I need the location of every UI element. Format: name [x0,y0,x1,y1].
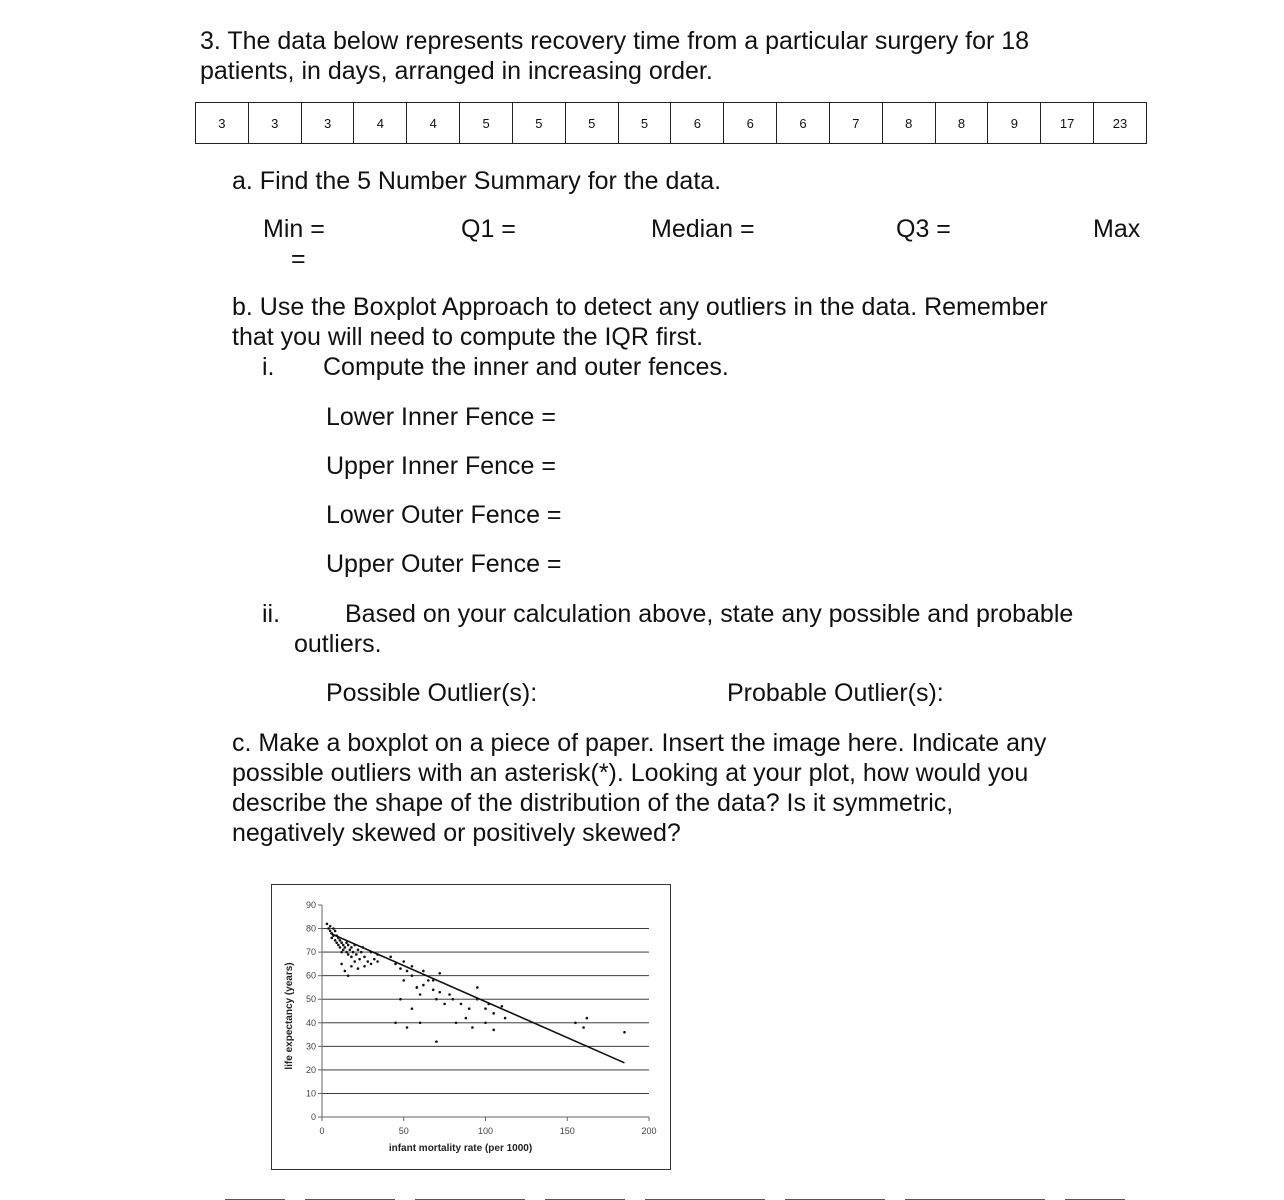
x-tick-label: 150 [559,1126,575,1136]
data-point [406,1026,409,1029]
data-point [411,974,414,977]
data-point [370,963,373,966]
data-cell: 5 [512,103,565,144]
y-tick-label: 20 [305,1064,316,1075]
part-c-line-2: possible outliers with an asterisk(*). Looking at your plot, how would you [232,759,1029,787]
data-point [339,946,342,949]
data-point [422,970,425,973]
data-cell: 23 [1094,103,1147,144]
data-point [438,972,441,975]
question-line-1: 3. The data below represents recovery time from a particular surgery for 18 [200,27,1030,55]
data-cell: 3 [248,103,301,144]
data-point [492,1012,495,1015]
data-point [504,1017,507,1020]
data-point [623,1031,626,1034]
chart-gridlines [318,905,649,1121]
data-point [406,970,409,973]
data-cell: 7 [829,103,882,144]
data-cell: 6 [671,103,724,144]
data-point [394,1021,397,1024]
min-label: Min = [263,215,325,243]
data-point [357,967,360,970]
y-tick-label: 60 [305,970,316,981]
data-point [344,970,347,973]
data-point [452,998,455,1001]
data-point [332,927,335,930]
data-cell: 5 [565,103,618,144]
data-point [352,951,355,954]
data-cell: 4 [407,103,460,144]
data-point [399,998,402,1001]
data-cell: 17 [1041,103,1094,144]
data-point [501,1005,504,1008]
data-point [342,944,345,947]
max-label: Max [1093,215,1141,243]
y-axis-label: life expectancy (years) [284,962,295,1070]
data-cell: 8 [935,103,988,144]
data-point [427,979,430,982]
scatter-chart-frame [271,884,671,1170]
x-tick-label: 200 [641,1126,657,1136]
data-point [347,944,350,947]
data-point [337,944,340,947]
y-tick-label: 40 [305,1017,316,1028]
data-point [448,993,451,996]
data-cell: 4 [354,103,407,144]
probable-outliers-label: Probable Outlier(s): [727,679,944,707]
data-point [435,998,438,1001]
y-tick-label: 0 [310,1112,316,1122]
q3-label: Q3 = [896,215,951,243]
data-point [363,956,366,959]
y-tick-label: 10 [305,1088,316,1099]
data-point [340,941,343,944]
data-point [399,967,402,970]
data-point [435,1040,438,1043]
data-point [411,1007,414,1010]
data-cell: 5 [460,103,513,144]
data-point [389,956,392,959]
data-point [358,958,361,961]
data-point [335,941,338,944]
data-point [340,951,343,954]
data-point [574,1021,577,1024]
y-tick-label: 80 [305,923,316,934]
data-point [402,979,405,982]
table-row [196,103,1147,144]
part-b-ii-text-2: outliers. [294,630,382,658]
median-label: Median = [651,215,755,243]
data-point [586,1017,589,1020]
part-b-line-1: b. Use the Boxplot Approach to detect any outliers in the data. Remember [232,293,1048,321]
data-cell: 8 [882,103,935,144]
lower-inner-fence: Lower Inner Fence = [326,403,556,431]
data-point [329,925,332,928]
data-point [331,937,334,940]
data-point [357,948,360,951]
x-axis-label: infant mortality rate (per 1000) [388,1143,533,1154]
upper-inner-fence: Upper Inner Fence = [326,452,556,480]
part-c-line-3: describe the shape of the distribution of the data? Is it symmetric, [232,789,954,817]
data-point [350,946,353,949]
q1-label: Q1 = [461,215,516,243]
data-point [347,953,350,956]
data-point [438,991,441,994]
data-point [484,1007,487,1010]
part-b-ii-text-1: Based on your calculation above, state any possible and probable [345,600,1074,628]
lower-outer-fence: Lower Outer Fence = [326,501,562,529]
data-point [334,930,337,933]
data-point [419,993,422,996]
question-line-2: patients, in days, arranged in increasing order. [200,57,713,85]
x-tick-label: 0 [319,1126,325,1136]
data-point [455,1021,458,1024]
data-point [476,986,479,989]
data-point [419,1021,422,1024]
data-point [326,923,329,926]
data-point [339,939,342,942]
data-point [340,963,343,966]
data-point [355,953,358,956]
data-point [416,986,419,989]
data-point [363,965,366,968]
data-point [342,948,345,951]
data-point [402,960,405,963]
data-point [348,948,351,951]
data-point [344,946,347,949]
x-tick-label: 100 [477,1126,494,1136]
part-b-i-number: i. [262,353,275,381]
upper-outer-fence: Upper Outer Fence = [326,550,562,578]
x-tick-label: 50 [398,1126,409,1136]
possible-outliers-label: Possible Outlier(s): [326,679,538,707]
data-point [492,1029,495,1032]
data-cell: 6 [777,103,830,144]
data-point [376,960,379,963]
data-point [582,1026,585,1029]
max-equals: = [291,245,306,273]
data-point [411,965,414,968]
data-cell: 3 [196,103,249,144]
y-tick-label: 90 [305,900,316,910]
data-point [373,958,376,961]
data-point [460,1003,463,1006]
y-tick-label: 30 [305,1041,316,1052]
data-points [326,923,626,1043]
data-point [350,956,353,959]
data-point [334,939,337,942]
data-point [360,951,363,954]
data-point [350,965,353,968]
trendline [330,933,624,1063]
data-point [353,960,356,963]
y-tick-label: 50 [305,994,316,1005]
data-point [443,1003,446,1006]
data-cell: 9 [988,103,1041,144]
data-point [327,927,330,930]
part-c-line-4: negatively skewed or positively skewed? [232,819,681,847]
data-point [468,1007,471,1010]
scatter-chart [272,885,670,1169]
data-point [329,930,332,933]
data-point [366,960,369,963]
x-tick-labels [319,1126,656,1136]
data-table [195,102,1147,144]
data-point [484,1021,487,1024]
data-point [345,941,348,944]
data-point [432,989,435,992]
part-a-prompt: a. Find the 5 Number Summary for the data. [232,167,722,195]
data-point [345,951,348,954]
data-cell: 6 [724,103,777,144]
data-cell: 3 [301,103,354,144]
part-b-ii-number: ii. [262,600,281,628]
part-c-line-1: c. Make a boxplot on a piece of paper. Insert the image here. Indicate any [232,729,1047,757]
y-tick-labels [306,900,316,1122]
data-point [471,1026,474,1029]
data-point [465,1017,468,1020]
data-point [347,974,350,977]
part-b-i-text: Compute the inner and outer fences. [323,353,729,381]
y-tick-label: 70 [305,947,316,958]
part-b-line-2: that you will need to compute the IQR first. [232,323,704,351]
data-cell: 5 [618,103,671,144]
data-point [422,984,425,987]
cutoff-next-line [215,1190,1135,1200]
